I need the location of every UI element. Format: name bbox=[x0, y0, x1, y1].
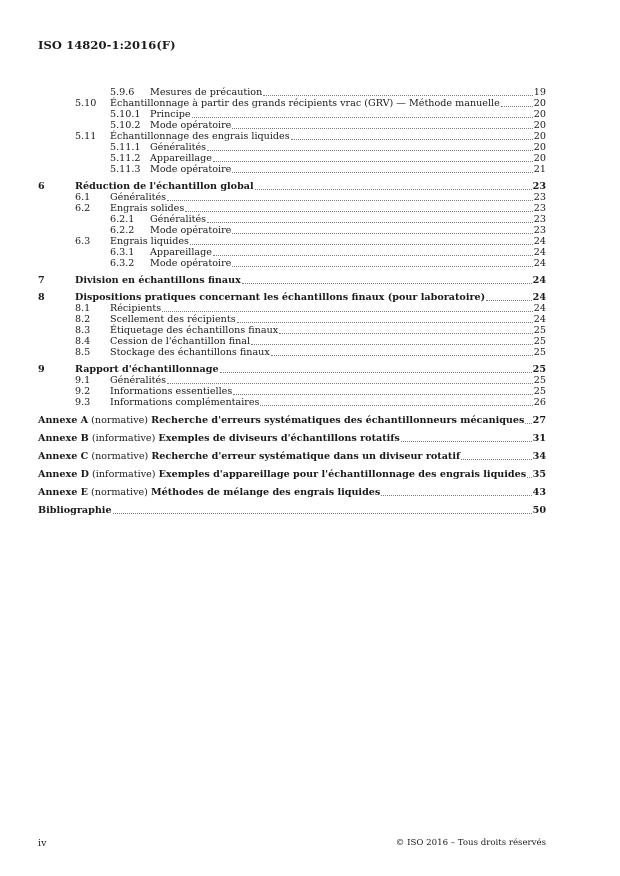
toc-entry-page: 25 bbox=[533, 375, 546, 386]
toc-entry-title: Scellement des récipients bbox=[110, 314, 236, 325]
toc-entry-title: Mode opératoire bbox=[150, 225, 232, 236]
toc-entry-page: 24 bbox=[532, 275, 546, 286]
toc-entry-number: 5.11.3 bbox=[110, 164, 141, 175]
toc-entry-number: 6 bbox=[38, 181, 45, 192]
toc-entry[interactable] bbox=[38, 386, 546, 397]
toc-entry-page: 25 bbox=[533, 336, 546, 347]
toc-entry-number: 8.3 bbox=[75, 325, 91, 336]
toc-entry[interactable] bbox=[38, 214, 546, 225]
dot-leader bbox=[232, 266, 532, 267]
toc-entry-title: Généralités bbox=[110, 192, 167, 203]
toc-entry-page: 24 bbox=[533, 236, 546, 247]
dot-leader bbox=[207, 150, 533, 151]
toc-entry-page: 23 bbox=[533, 203, 546, 214]
dot-leader bbox=[167, 200, 533, 201]
dot-leader bbox=[162, 311, 533, 312]
toc-entry[interactable] bbox=[38, 164, 546, 175]
toc-entry[interactable] bbox=[38, 247, 546, 258]
dot-leader bbox=[251, 344, 533, 345]
dot-leader bbox=[461, 459, 532, 460]
document-header: ISO 14820-1:2016(F) bbox=[38, 38, 176, 52]
toc-entry-number: 9.2 bbox=[75, 386, 91, 397]
toc-entry-page: 24 bbox=[533, 303, 546, 314]
annex-label: Annexe D bbox=[38, 469, 89, 480]
toc-entry-page: 35 bbox=[532, 469, 546, 480]
annex-title-group bbox=[38, 433, 400, 444]
dot-leader bbox=[279, 333, 533, 334]
dot-leader bbox=[207, 222, 533, 223]
toc-entry-body bbox=[38, 415, 546, 426]
toc-entry[interactable] bbox=[38, 120, 546, 131]
toc-entry-title: Mode opératoire bbox=[150, 120, 232, 131]
annex-label: Annexe E bbox=[38, 487, 88, 498]
toc-entry-page: 27 bbox=[532, 415, 546, 426]
toc-entry[interactable] bbox=[38, 292, 546, 303]
toc-entry-number: 6.2.2 bbox=[110, 225, 135, 236]
toc-entry-number: 8.4 bbox=[75, 336, 91, 347]
annex-label: Annexe A bbox=[38, 415, 89, 426]
toc-entry[interactable] bbox=[38, 131, 546, 142]
toc-entry-number: 8.1 bbox=[75, 303, 91, 314]
toc-entry-body bbox=[38, 347, 546, 358]
toc-entry-body bbox=[38, 386, 546, 397]
toc-entry-page: 25 bbox=[533, 386, 546, 397]
annex-title: Exemples de diviseurs d'échantillons rotatifs bbox=[158, 433, 400, 444]
toc-entry-page: 23 bbox=[533, 192, 546, 203]
table-of-contents bbox=[38, 87, 546, 516]
toc-entry[interactable] bbox=[38, 87, 546, 98]
toc-entry-title: Division en échantillons finaux bbox=[75, 275, 241, 286]
toc-entry-title: Généralités bbox=[110, 375, 167, 386]
toc-entry[interactable] bbox=[38, 347, 546, 358]
toc-entry-title: Échantillonnage à partir des grands récipients vrac (GRV) — Méthode manuelle bbox=[110, 98, 500, 109]
toc-entry-title: Étiquetage des échantillons finaux bbox=[110, 325, 279, 336]
toc-entry-page: 24 bbox=[532, 292, 546, 303]
annex-type: (normative) bbox=[91, 415, 149, 426]
toc-entry-number: 9 bbox=[38, 364, 45, 375]
toc-entry-title: Engrais liquides bbox=[110, 236, 189, 247]
toc-entry[interactable] bbox=[38, 236, 546, 247]
toc-entry-body bbox=[38, 275, 546, 286]
toc-entry-number: 9.1 bbox=[75, 375, 91, 386]
annex-title: Recherche d'erreur systématique dans un diviseur rotatif bbox=[151, 451, 461, 462]
toc-annex-entry[interactable] bbox=[38, 450, 546, 462]
toc-entry-page: 20 bbox=[533, 98, 546, 109]
toc-entry-title: Principe bbox=[150, 109, 191, 120]
toc-entry[interactable] bbox=[38, 98, 546, 109]
toc-entry[interactable] bbox=[38, 181, 546, 192]
toc-entry-title: Généralités bbox=[150, 214, 207, 225]
toc-bibliography-entry[interactable] bbox=[38, 504, 546, 516]
dot-leader bbox=[263, 95, 533, 96]
dot-leader bbox=[192, 117, 533, 118]
toc-entry-page: 20 bbox=[533, 131, 546, 142]
dot-leader bbox=[232, 172, 532, 173]
toc-entry-page: 34 bbox=[532, 451, 546, 462]
annex-title-group bbox=[38, 469, 526, 480]
toc-entry-number: 5.11.2 bbox=[110, 153, 141, 164]
toc-entry-body bbox=[38, 236, 546, 247]
toc-entry-body bbox=[38, 131, 546, 142]
copyright-notice: © ISO 2016 – Tous droits réservés bbox=[395, 838, 546, 848]
dot-leader bbox=[220, 372, 532, 373]
toc-entry-body bbox=[38, 336, 546, 347]
toc-entry[interactable] bbox=[38, 109, 546, 120]
annex-title: Exemples d'appareillage pour l'échantillonnage des engrais liquides bbox=[158, 469, 527, 480]
toc-entry[interactable] bbox=[38, 258, 546, 269]
toc-entry-title: Généralités bbox=[150, 142, 207, 153]
toc-entry-title: Mesures de précaution bbox=[150, 87, 263, 98]
toc-entry-body bbox=[38, 375, 546, 386]
toc-annex-entry[interactable] bbox=[38, 432, 546, 444]
toc-entry[interactable] bbox=[38, 397, 546, 408]
toc-entry-title: Stockage des échantillons finaux bbox=[110, 347, 270, 358]
toc-entry[interactable] bbox=[38, 303, 546, 314]
toc-entry-page: 26 bbox=[533, 397, 546, 408]
toc-entry-page: 23 bbox=[533, 225, 546, 236]
toc-entry-page: 25 bbox=[533, 325, 546, 336]
dot-leader bbox=[291, 139, 533, 140]
toc-entry-title: Appareillage bbox=[150, 153, 212, 164]
toc-entry[interactable] bbox=[38, 142, 546, 153]
dot-leader bbox=[113, 513, 532, 514]
toc-entry-body bbox=[38, 181, 546, 192]
toc-entry[interactable] bbox=[38, 325, 546, 336]
toc-entry-body bbox=[38, 397, 546, 408]
toc-entry-number: 6.3.1 bbox=[110, 247, 135, 258]
toc-entry-title: Échantillonnage des engrais liquides bbox=[110, 131, 290, 142]
toc-entry[interactable] bbox=[38, 275, 546, 286]
toc-entry[interactable] bbox=[38, 203, 546, 214]
toc-entry-page: 23 bbox=[533, 214, 546, 225]
toc-entry-title: Informations essentielles bbox=[110, 386, 233, 397]
toc-entry[interactable] bbox=[38, 153, 546, 164]
toc-entry-page: 20 bbox=[533, 120, 546, 131]
dot-leader bbox=[185, 211, 533, 212]
toc-entry-page: 25 bbox=[532, 364, 546, 375]
dot-leader bbox=[255, 189, 532, 190]
toc-entry[interactable] bbox=[38, 336, 546, 347]
toc-entry-page: 31 bbox=[532, 433, 546, 444]
toc-entry-title: Mode opératoire bbox=[150, 258, 232, 269]
toc-entry-number: 5.10 bbox=[75, 98, 97, 109]
toc-entry-number: 6.3 bbox=[75, 236, 91, 247]
toc-entry[interactable] bbox=[38, 314, 546, 325]
toc-entry-page: 19 bbox=[533, 87, 546, 98]
toc-entry-body bbox=[38, 314, 546, 325]
dot-leader bbox=[271, 355, 533, 356]
toc-entry-body bbox=[38, 451, 546, 462]
toc-entry-number: 8 bbox=[38, 292, 45, 303]
toc-entry-title: Récipients bbox=[110, 303, 162, 314]
toc-entry-body bbox=[38, 433, 546, 444]
dot-leader bbox=[237, 322, 533, 323]
toc-entry-body bbox=[38, 325, 546, 336]
toc-entry-body bbox=[38, 505, 546, 516]
toc-entry-page: 25 bbox=[533, 347, 546, 358]
toc-entry-title: Mode opératoire bbox=[150, 164, 232, 175]
toc-entry-number: 5.9.6 bbox=[110, 87, 135, 98]
toc-entry[interactable] bbox=[38, 192, 546, 203]
annex-label: Annexe B bbox=[38, 433, 89, 444]
toc-annex-entry[interactable] bbox=[38, 468, 546, 480]
toc-entry-page: 23 bbox=[532, 181, 546, 192]
toc-entry-number: 6.2.1 bbox=[110, 214, 135, 225]
dot-leader bbox=[232, 233, 532, 234]
toc-entry-page: 20 bbox=[533, 109, 546, 120]
toc-entry[interactable] bbox=[38, 225, 546, 236]
toc-entry-title: Appareillage bbox=[150, 247, 212, 258]
dot-leader bbox=[381, 495, 531, 496]
annex-title: Recherche d'erreurs systématiques des échantillonneurs mécaniques bbox=[151, 415, 525, 426]
dot-leader bbox=[401, 441, 532, 442]
toc-entry-body bbox=[38, 364, 546, 375]
annex-title-group bbox=[38, 487, 380, 498]
annex-label: Annexe C bbox=[38, 451, 89, 462]
dot-leader bbox=[190, 244, 533, 245]
toc-entry-page: 20 bbox=[533, 142, 546, 153]
toc-entry-page: 24 bbox=[533, 258, 546, 269]
toc-entry-title: Réduction de l'échantillon global bbox=[75, 181, 254, 192]
toc-entry-page: 21 bbox=[533, 164, 546, 175]
toc-entry-body bbox=[38, 292, 546, 303]
toc-entry-number: 7 bbox=[38, 275, 45, 286]
toc-entry-body bbox=[38, 192, 546, 203]
dot-leader bbox=[233, 394, 533, 395]
toc-entry[interactable] bbox=[38, 375, 546, 386]
toc-entry-body bbox=[38, 487, 546, 498]
toc-entry-body bbox=[38, 203, 546, 214]
annex-type: (normative) bbox=[91, 451, 149, 462]
annex-type: (informative) bbox=[91, 433, 156, 444]
toc-annex-entry[interactable] bbox=[38, 414, 546, 426]
dot-leader bbox=[260, 405, 532, 406]
toc-entry-number: 8.2 bbox=[75, 314, 91, 325]
toc-entry-number: 6.2 bbox=[75, 203, 91, 214]
toc-annex-entry[interactable] bbox=[38, 486, 546, 498]
toc-entry-number: 6.1 bbox=[75, 192, 91, 203]
dot-leader bbox=[527, 477, 532, 478]
toc-entry-body bbox=[38, 98, 546, 109]
bibliography-title: Bibliographie bbox=[38, 505, 112, 516]
toc-entry-body bbox=[38, 303, 546, 314]
annex-title: Méthodes de mélange des engrais liquides bbox=[150, 487, 381, 498]
toc-entry-number: 5.10.2 bbox=[110, 120, 141, 131]
toc-entry-page: 50 bbox=[532, 505, 546, 516]
page-number: iv bbox=[38, 838, 47, 849]
annex-type: (normative) bbox=[91, 487, 148, 498]
toc-entry-number: 8.5 bbox=[75, 347, 91, 358]
dot-leader bbox=[232, 128, 532, 129]
toc-entry-page: 20 bbox=[533, 153, 546, 164]
dot-leader bbox=[501, 106, 533, 107]
toc-entry-number: 5.11.1 bbox=[110, 142, 141, 153]
toc-entry[interactable] bbox=[38, 364, 546, 375]
dot-leader bbox=[242, 283, 532, 284]
toc-entry-title: Rapport d'échantillonnage bbox=[75, 364, 219, 375]
dot-leader bbox=[167, 383, 533, 384]
toc-entry-page: 24 bbox=[533, 247, 546, 258]
annex-type: (informative) bbox=[92, 469, 156, 480]
toc-entry-title: Dispositions pratiques concernant les échantillons finaux (pour laboratoire) bbox=[75, 292, 486, 303]
toc-entry-page: 24 bbox=[533, 314, 546, 325]
dot-leader bbox=[486, 300, 531, 301]
toc-entry-number: 5.11 bbox=[75, 131, 97, 142]
dot-leader bbox=[213, 161, 533, 162]
toc-entry-number: 9.3 bbox=[75, 397, 91, 408]
toc-entry-number: 5.10.1 bbox=[110, 109, 141, 120]
toc-entry-page: 43 bbox=[532, 487, 546, 498]
dot-leader bbox=[525, 423, 531, 424]
toc-entry-title: Informations complémentaires bbox=[110, 397, 260, 408]
annex-title-group bbox=[38, 415, 524, 426]
toc-entry-title: Cession de l'échantillon final bbox=[110, 336, 251, 347]
toc-entry-body bbox=[38, 469, 546, 480]
dot-leader bbox=[213, 255, 533, 256]
annex-title-group bbox=[38, 451, 460, 462]
toc-entry-title: Engrais solides bbox=[110, 203, 185, 214]
toc-entry-number: 6.3.2 bbox=[110, 258, 135, 269]
